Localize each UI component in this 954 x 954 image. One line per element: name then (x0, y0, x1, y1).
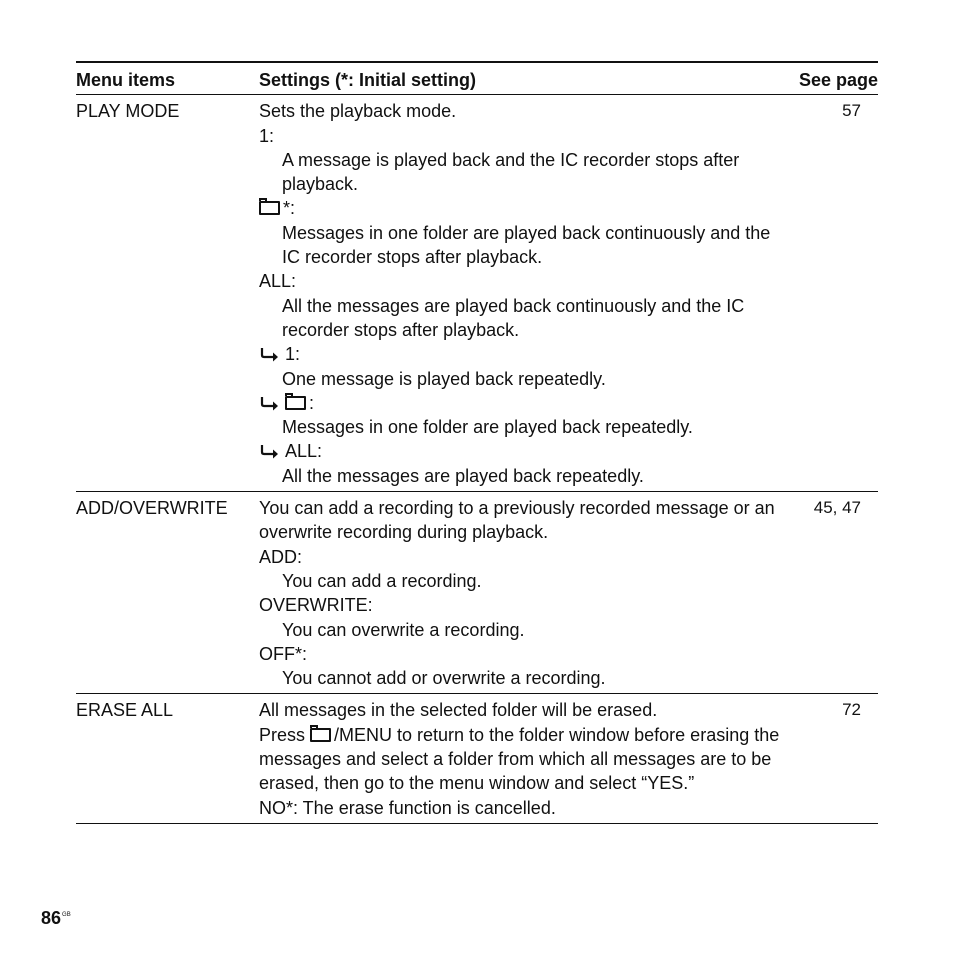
option-label: *: (259, 196, 789, 220)
option-label: 1: (259, 342, 789, 366)
option-label: ADD: (259, 546, 303, 567)
option-label: OFF*: (259, 643, 307, 664)
table-row (76, 95, 878, 492)
header-menu-items: Menu items (76, 70, 176, 90)
option-desc: All the messages are played back repeatedly. (282, 465, 644, 486)
row-lead: All messages in the selected folder will be erased. (259, 700, 658, 721)
repeat-icon (259, 395, 281, 411)
option-label: 1: (259, 125, 275, 146)
settings-play-mode (259, 99, 789, 488)
settings-erase-all (259, 698, 789, 819)
settings-add-overwrite (259, 496, 789, 690)
menu-item-play-mode: PLAY MODE (76, 101, 180, 122)
repeat-icon (259, 346, 281, 362)
erase-no-option: NO*: The erase function is cancelled. (259, 797, 556, 818)
option-label: : (259, 391, 789, 415)
option-desc: One message is played back repeatedly. (282, 368, 606, 389)
folder-icon (285, 396, 306, 410)
row-lead: Sets the playback mode. (259, 101, 457, 122)
option-label: ALL: (259, 271, 297, 292)
table-row (76, 492, 878, 694)
option-desc: You cannot add or overwrite a recording. (282, 668, 606, 689)
option-label: OVERWRITE: (259, 595, 373, 616)
settings-table (76, 61, 878, 824)
region-code: GB (62, 912, 71, 918)
option-desc: Messages in one folder are played back repeatedly. (282, 417, 693, 438)
option-label: ALL: (259, 439, 789, 463)
option-desc: A message is played back and the IC recorder stops after playback. (282, 149, 740, 195)
option-desc: You can add a recording. (282, 570, 482, 591)
menu-item-add-overwrite: ADD/OVERWRITE (76, 498, 228, 519)
table-header (76, 63, 878, 95)
page-number: $86^{GB}$ (41, 908, 71, 928)
folder-icon (310, 728, 331, 742)
menu-item-erase-all: ERASE ALL (76, 700, 174, 721)
folder-icon (259, 201, 280, 215)
see-page-erase-all: 72 (842, 700, 861, 720)
option-desc: You can overwrite a recording. (282, 619, 525, 640)
table-row (76, 694, 878, 823)
header-settings: Settings (*: Initial setting) (259, 70, 477, 90)
erase-instructions: Press /MENU to return to the folder window before erasing the messages and select a folder from which all messages are to be erased, then go to the menu window and select “YES.” (259, 724, 780, 794)
see-page-play-mode: 57 (842, 101, 861, 121)
repeat-icon (259, 443, 281, 459)
option-desc: All the messages are played back continuously and the IC recorder stops after playback. (282, 295, 745, 340)
row-lead: You can add a recording to a previously recorded message or an overwrite recording during playback. (259, 498, 775, 543)
header-see-page: See page (798, 70, 878, 90)
option-desc: Messages in one folder are played back continuously and the IC recorder stops after playback. (282, 222, 771, 268)
see-page-add-overwrite: 45, 47 (813, 498, 861, 518)
